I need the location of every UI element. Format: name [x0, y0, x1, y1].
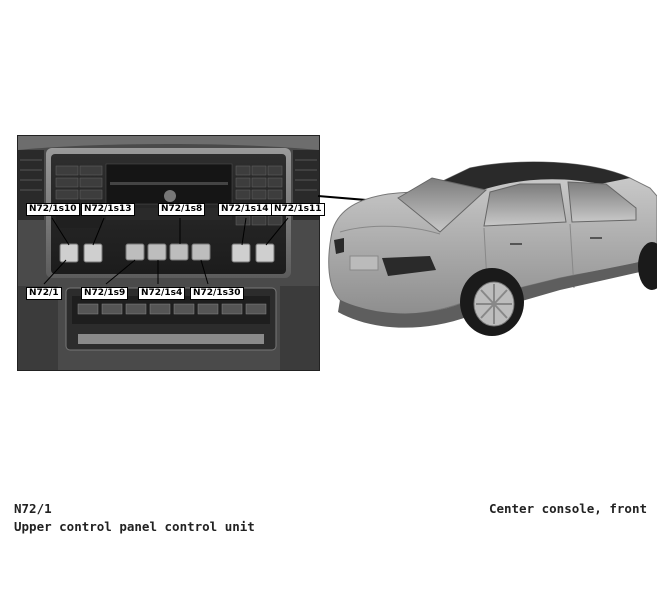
component-code: N72/1 — [14, 501, 52, 516]
callout-n72-1s30: N72/1s30 — [190, 287, 244, 300]
callout-n72-1: N72/1 — [26, 287, 62, 300]
callout-n72-1s4: N72/1s4 — [138, 287, 185, 300]
caption-left — [14, 500, 255, 536]
callout-n72-1s10: N72/1s10 — [26, 203, 80, 216]
component-description: Upper control panel control unit — [14, 519, 255, 534]
callout-n72-1s13: N72/1s13 — [81, 203, 135, 216]
callout-n72-1s14: N72/1s14 — [218, 203, 272, 216]
callout-n72-1s8: N72/1s8 — [158, 203, 205, 216]
callout-n72-1s11: N72/1s11 — [271, 203, 325, 216]
component-location: Center console, front — [488, 501, 647, 516]
callout-n72-1s9: N72/1s9 — [81, 287, 128, 300]
